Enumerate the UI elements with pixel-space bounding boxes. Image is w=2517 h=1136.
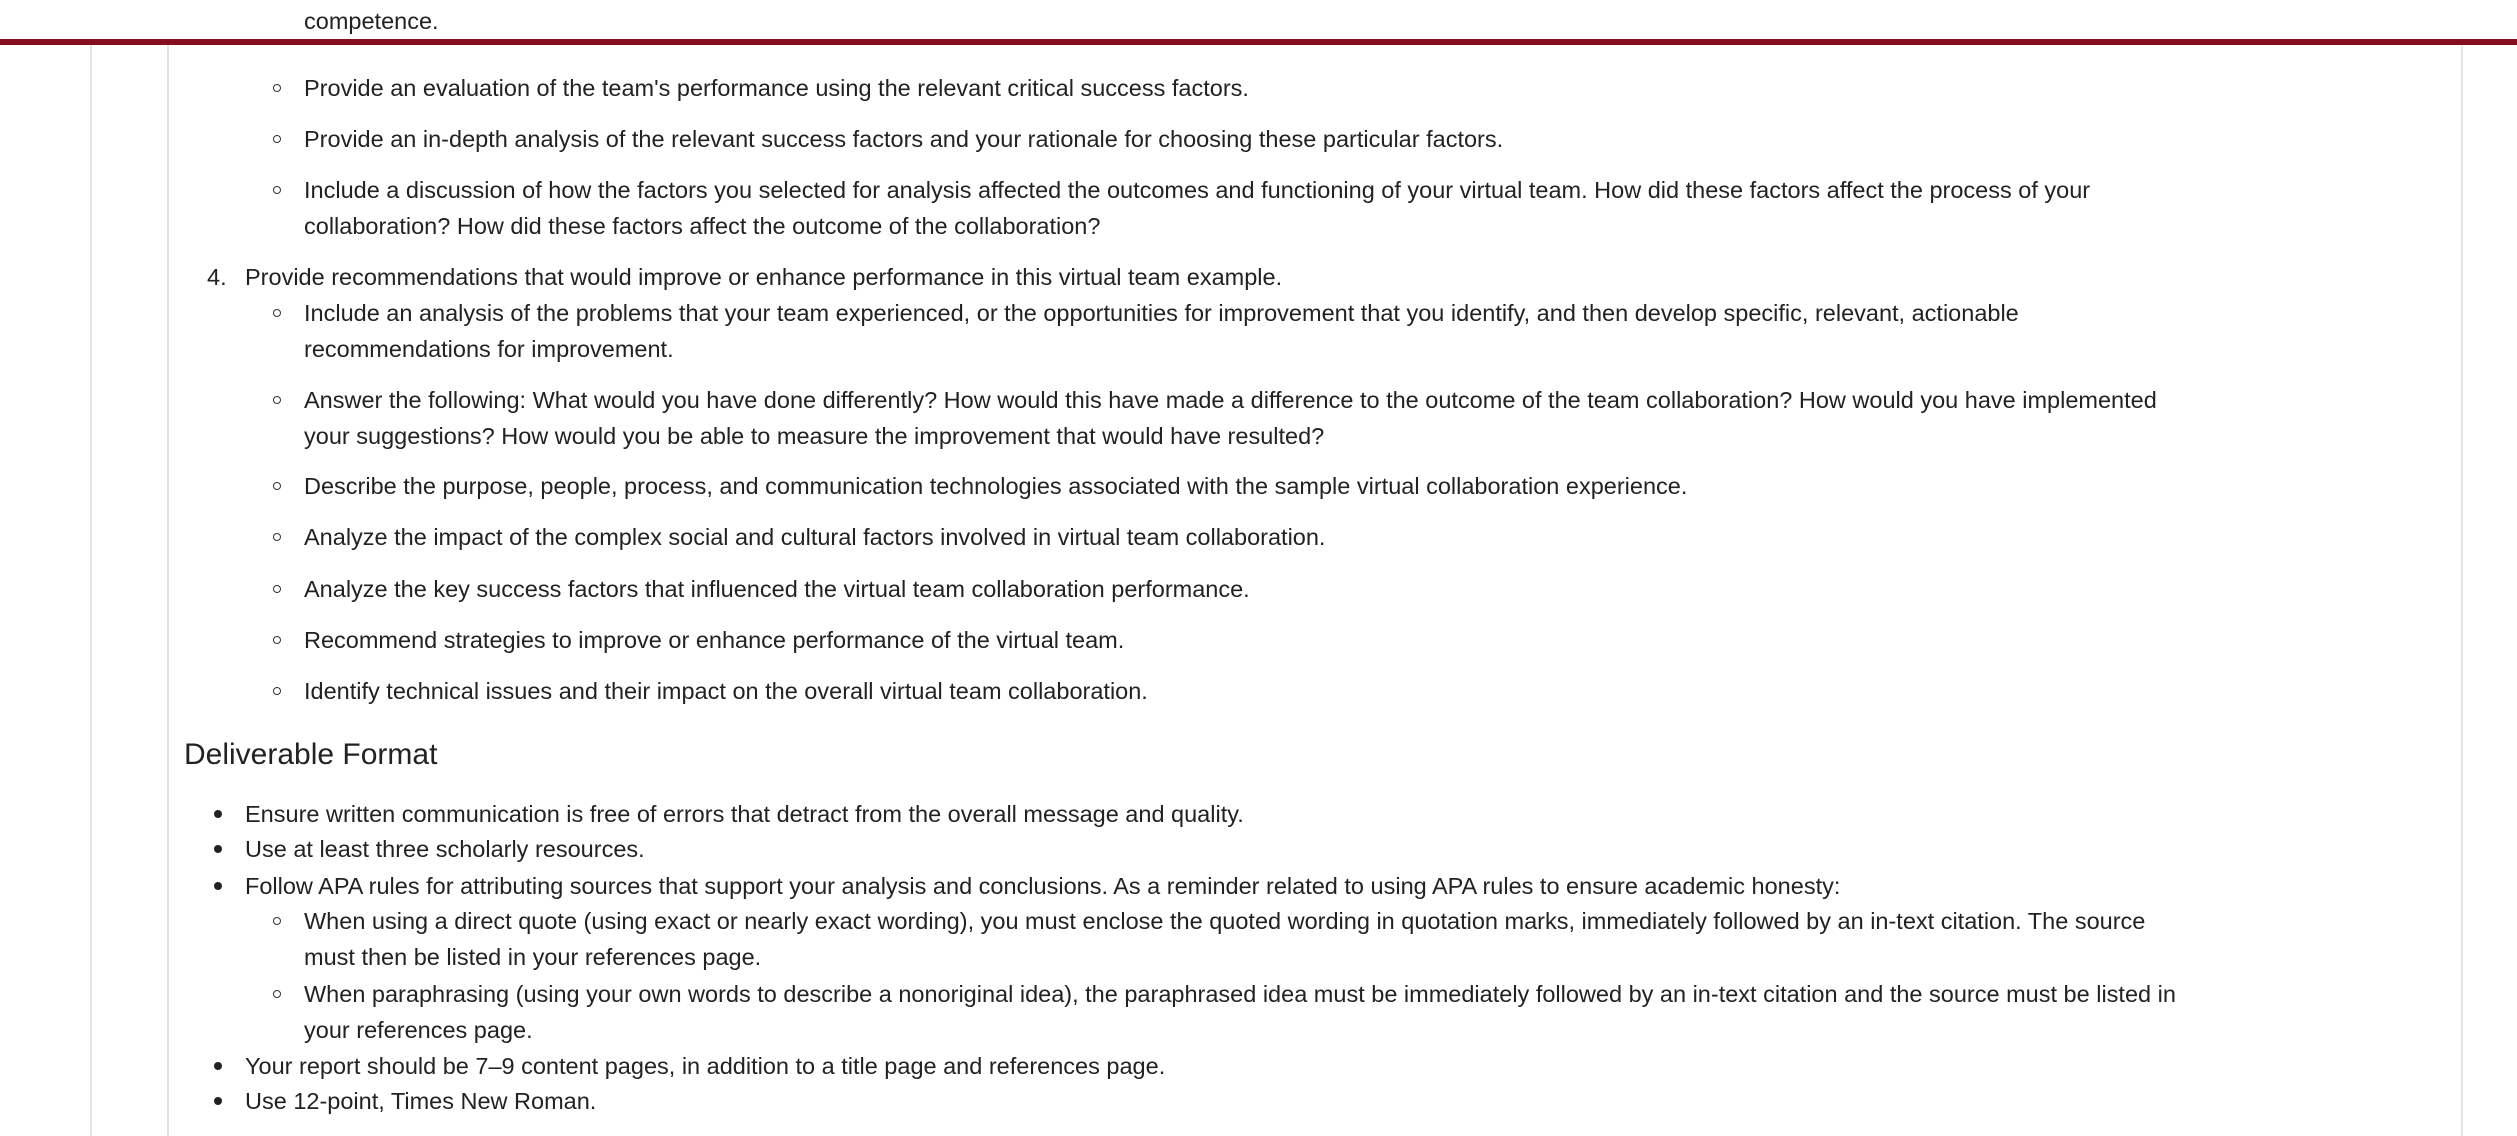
disc-bullet-icon: [214, 1062, 222, 1070]
disc-bullet-icon: [214, 882, 222, 890]
circle-bullet-icon: [273, 135, 281, 143]
header-accent-bar: [0, 39, 2517, 45]
list-item-text: Your report should be 7–9 content pages, in addition to a title page and references page.: [245, 1053, 1166, 1079]
circle-bullet-icon: [273, 636, 281, 644]
list-item-text: Follow APA rules for attributing sources that support your analysis and conclusions. As a reminder related to using APA rules to ensure academic honesty:: [245, 873, 1841, 899]
list-item-text-cont: collaboration? How did these factors affect the outcome of the collaboration?: [304, 213, 1101, 239]
list-item-text: Describe the purpose, people, process, and communication technologies associated with the sample virtual collaboration experience.: [304, 473, 1688, 499]
clipped-text-line: competence.: [304, 8, 439, 34]
circle-bullet-icon: [273, 186, 281, 194]
circle-bullet-icon: [273, 84, 281, 92]
list-item-text-cont: must then be listed in your references page.: [304, 944, 762, 970]
circle-bullet-icon: [273, 687, 281, 695]
circle-bullet-icon: [273, 309, 281, 317]
list-item-text-cont: your references page.: [304, 1017, 533, 1043]
disc-bullet-icon: [214, 810, 222, 818]
list-item-text: Provide recommendations that would improve or enhance performance in this virtual team example.: [245, 264, 1283, 290]
circle-bullet-icon: [273, 396, 281, 404]
section-heading: Deliverable Format: [184, 738, 438, 771]
list-item-text: Analyze the key success factors that influenced the virtual team collaboration performance.: [304, 576, 1250, 602]
list-item-text: Ensure written communication is free of errors that detract from the overall message and quality.: [245, 801, 1244, 827]
list-item-text: Provide an in-depth analysis of the relevant success factors and your rationale for choosing these particular factors.: [304, 126, 1504, 152]
list-item-text: When paraphrasing (using your own words to describe a nonoriginal idea), the paraphrased idea must be immediately followed by an in-text citation and the source must be listed in: [304, 981, 2176, 1007]
list-item-text: Use 12-point, Times New Roman.: [245, 1088, 597, 1114]
list-item-text: Include an analysis of the problems that your team experienced, or the opportunities for improvement that you identify, and then develop specific, relevant, actionable: [304, 300, 2019, 326]
list-number: 4.: [207, 264, 227, 290]
list-item-text: Analyze the impact of the complex social and cultural factors involved in virtual team collaboration.: [304, 524, 1326, 550]
list-item-text: Identify technical issues and their impact on the overall virtual team collaboration.: [304, 678, 1148, 704]
circle-bullet-icon: [273, 533, 281, 541]
list-item-text: Include a discussion of how the factors you selected for analysis affected the outcomes and functioning of your virtual team. How did these factors affect the process of your: [304, 177, 2091, 203]
list-item-text: Answer the following: What would you have done differently? How would this have made a difference to the outcome of the team collaboration? How would you have implemented: [304, 387, 2157, 413]
list-item-text: Recommend strategies to improve or enhance performance of the virtual team.: [304, 627, 1125, 653]
circle-bullet-icon: [273, 990, 281, 998]
list-item-text-cont: recommendations for improvement.: [304, 336, 674, 362]
circle-bullet-icon: [273, 585, 281, 593]
circle-bullet-icon: [273, 482, 281, 490]
disc-bullet-icon: [214, 1097, 222, 1105]
circle-bullet-icon: [273, 917, 281, 925]
list-item-text: When using a direct quote (using exact or nearly exact wording), you must enclose the quoted wording in quotation marks, immediately followed by an in-text citation. The source: [304, 908, 2146, 934]
list-item-text-cont: your suggestions? How would you be able to measure the improvement that would have resulted?: [304, 423, 1325, 449]
list-item-text: Provide an evaluation of the team's performance using the relevant critical success factors.: [304, 75, 1249, 101]
disc-bullet-icon: [214, 845, 222, 853]
list-item-text: Use at least three scholarly resources.: [245, 836, 645, 862]
